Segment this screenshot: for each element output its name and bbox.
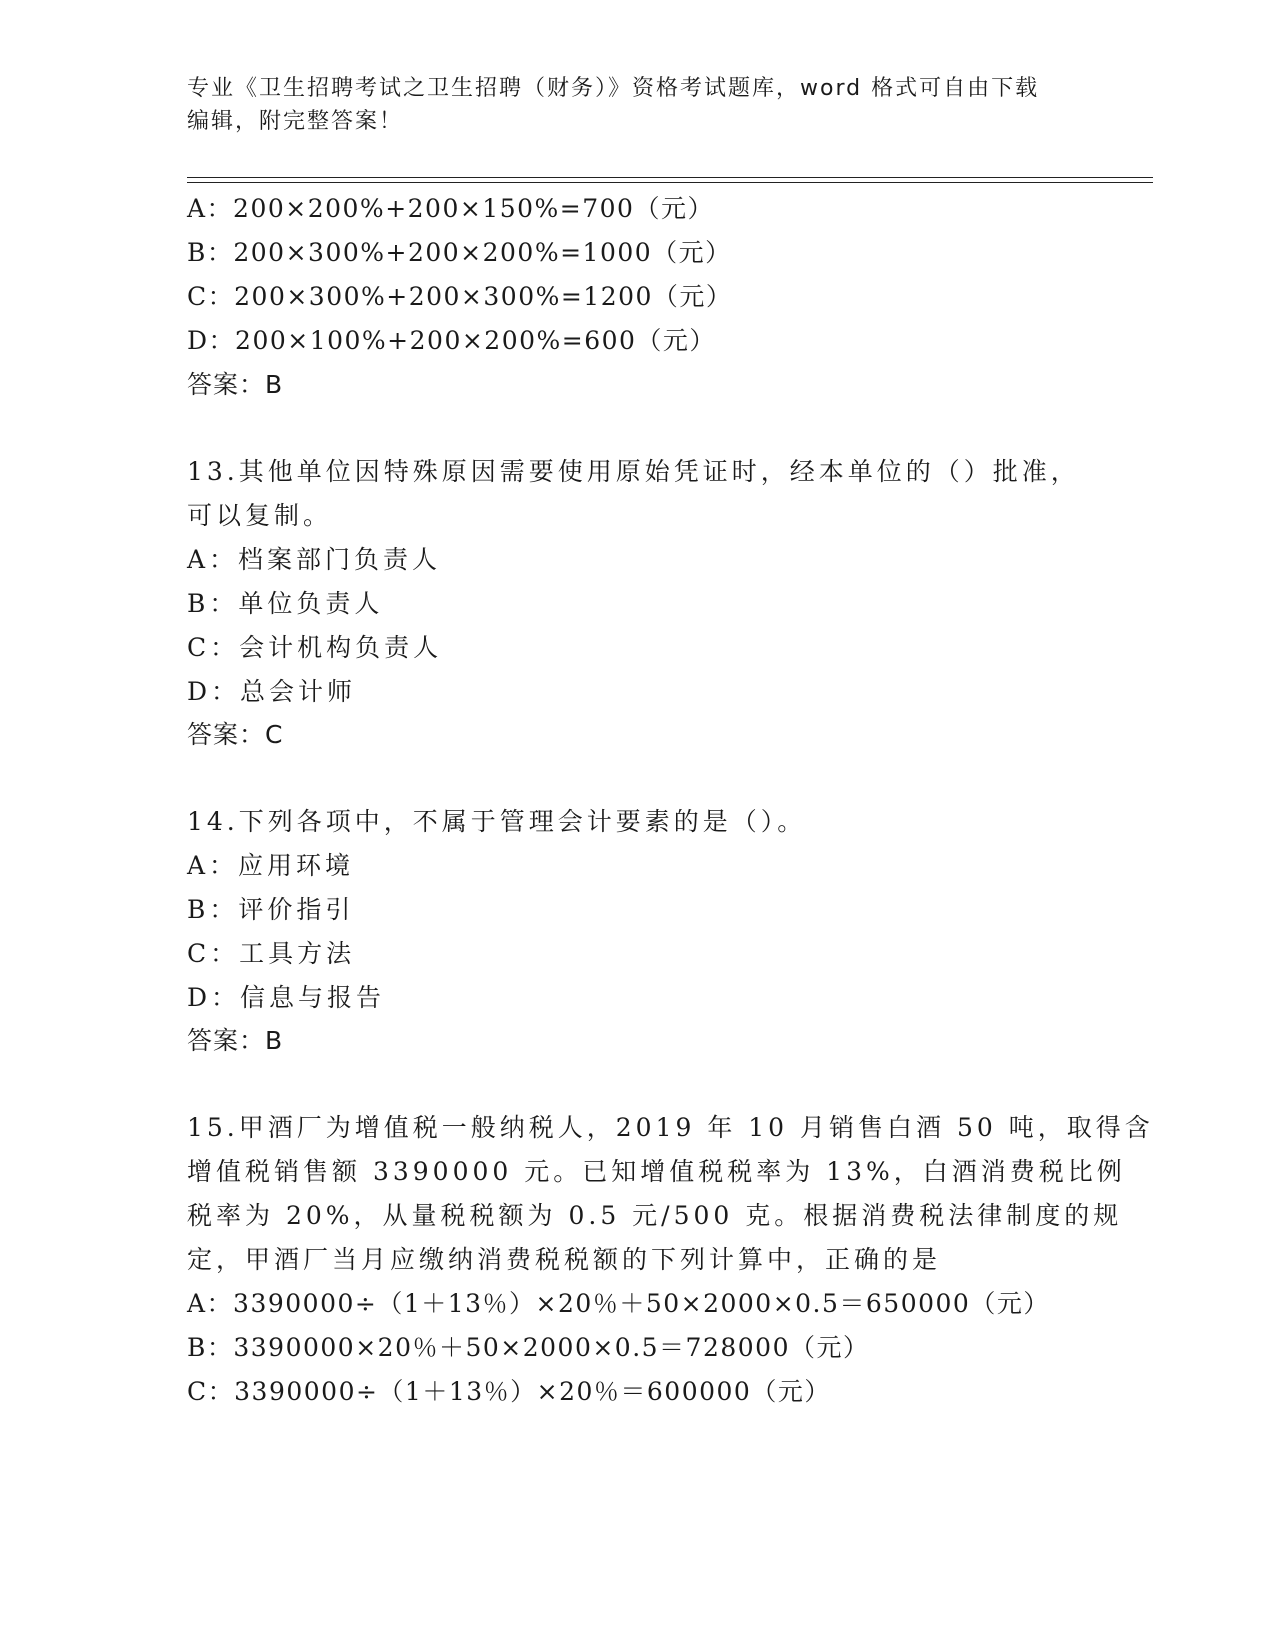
q13-option-c: C：会计机构负责人 [187, 633, 443, 662]
header-divider-bottom [187, 182, 1153, 183]
q15-question-line-2: 增值税销售额 3390000 元。已知增值税税率为 13%，白酒消费税比例 [187, 1157, 1126, 1186]
q12-option-c: C：200×300%+200×300%=1200（元） [187, 282, 733, 311]
q15-option-b: B：3390000×20％＋50×2000×0.5＝728000（元） [187, 1333, 870, 1362]
header-divider-top [187, 177, 1153, 178]
q15-option-c: C：3390000÷（1＋13％）×20％＝600000（元） [187, 1377, 831, 1406]
header-line-2: 编辑，附完整答案！ [187, 109, 404, 134]
q14-option-d: D：信息与报告 [187, 983, 386, 1012]
header-line-1: 专业《卫生招聘考试之卫生招聘（财务）》资格考试题库，word 格式可自由下载 [187, 76, 1040, 101]
q13-option-a: A：档案部门负责人 [187, 545, 442, 574]
q13-answer: 答案：C [187, 720, 284, 749]
q13-option-d: D：总会计师 [187, 677, 357, 706]
q14-option-c: C：工具方法 [187, 939, 356, 968]
q12-option-a: A：200×200%+200×150%=700（元） [187, 194, 714, 223]
q13-question-line-2: 可以复制。 [187, 501, 333, 530]
q14-option-a: A：应用环境 [187, 851, 355, 880]
q13-question-line-1: 13.其他单位因特殊原因需要使用原始凭证时，经本单位的（）批准， [187, 457, 1080, 486]
q12-answer: 答案：B [187, 370, 284, 399]
q15-option-a: A：3390000÷（1＋13％）×20％＋50×2000×0.5＝650000（元） [187, 1289, 1050, 1318]
q13-option-b: B：单位负责人 [187, 589, 384, 618]
q14-option-b: B：评价指引 [187, 895, 355, 924]
q15-question-line-4: 定，甲酒厂当月应缴纳消费税税额的下列计算中，正确的是 [187, 1245, 942, 1274]
q15-question-line-1: 15.甲酒厂为增值税一般纳税人，2019 年 10 月销售白酒 50 吨，取得含 [187, 1113, 1154, 1142]
q12-option-d: D：200×100%+200×200%=600（元） [187, 326, 716, 355]
q14-answer: 答案：B [187, 1026, 284, 1055]
q12-option-b: B：200×300%+200×200%=1000（元） [187, 238, 732, 267]
q14-question-line-1: 14.下列各项中，不属于管理会计要素的是（）。 [187, 807, 807, 836]
document-header [187, 72, 1067, 138]
q15-question-line-3: 税率为 20%，从量税税额为 0.5 元/500 克。根据消费税法律制度的规 [187, 1201, 1123, 1230]
